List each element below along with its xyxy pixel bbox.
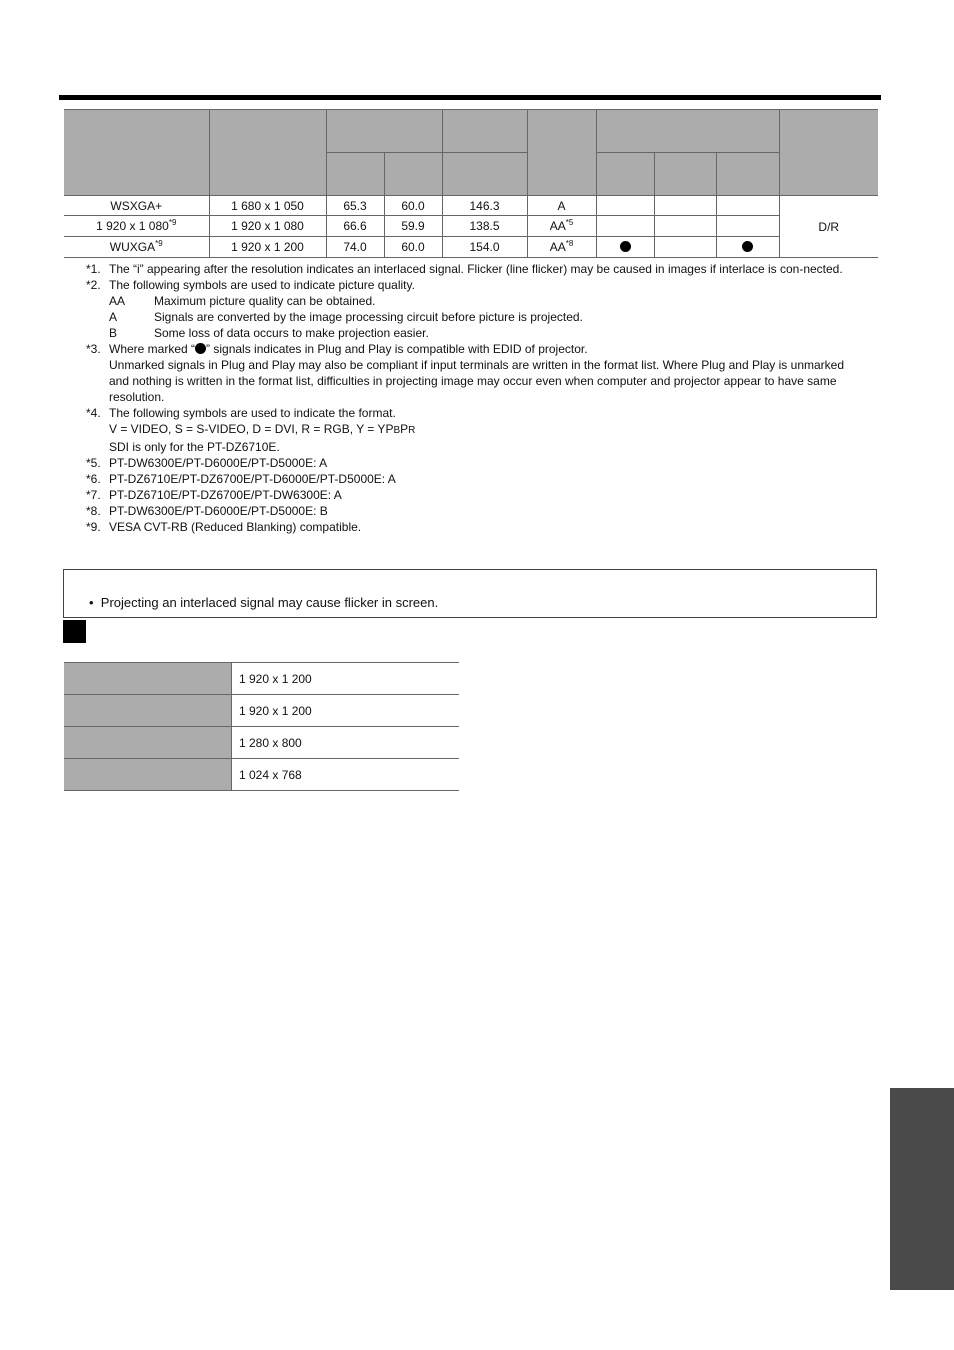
header-cell: [326, 110, 442, 153]
value-cell: 1 920 x 1 200: [232, 663, 460, 695]
header-cell: [442, 153, 527, 196]
pnp-cell: [596, 237, 654, 258]
footnote: *6. PT-DZ6710E/PT-DZ6700E/PT-D6000E/PT-D5000E: A: [86, 472, 396, 486]
note-box: [63, 569, 877, 618]
side-tab: [890, 1088, 954, 1290]
note-item: • Projecting an interlaced signal may cause flicker in screen.: [89, 595, 439, 610]
v-freq-cell: 60.0: [384, 237, 442, 258]
pnp-cell: [596, 196, 654, 216]
table-row: [64, 196, 878, 216]
table-header-row: [64, 110, 878, 153]
h-freq-cell: 74.0: [326, 237, 384, 258]
resolution-cell: 1 920 x 1 080: [209, 216, 326, 237]
pnp-cell: [654, 216, 716, 237]
header-cell: [779, 110, 878, 196]
quality-symbol: B Some loss of data occurs to make projection easier.: [109, 326, 429, 340]
quality-symbol: A Signals are converted by the image processing circuit before picture is projected.: [109, 310, 583, 324]
quality-cell: AA$^{*5}$: [527, 216, 596, 237]
header-cell: [527, 110, 596, 196]
footnote: *7. PT-DZ6710E/PT-DZ6700E/PT-DW6300E: A: [86, 488, 342, 502]
section-marker-square: [63, 620, 86, 643]
footnote: *5. PT-DW6300E/PT-D6000E/PT-D5000E: A: [86, 456, 328, 470]
header-cell: [654, 153, 716, 196]
table-row: [64, 695, 459, 727]
resolution-table: [64, 662, 459, 791]
value-cell: 1 280 x 800: [232, 727, 460, 759]
quality-cell: A: [527, 196, 596, 216]
header-cell: [209, 110, 326, 196]
label-cell: [64, 727, 232, 759]
pnp-cell: [716, 237, 779, 258]
resolution-cell: 1 920 x 1 200: [209, 237, 326, 258]
footnote: *4. The following symbols are used to indicate the format. V = VIDEO, S = S-VIDEO, D = DVI, R = RGB, Y = YPBPR SDI is only for the PT-DZ6710E.: [86, 406, 416, 454]
quality-cell: AA$^{*8}$: [527, 237, 596, 258]
h-freq-cell: 66.6: [326, 216, 384, 237]
table-row: [64, 216, 878, 237]
signal-name: 1 920 x 1 080$^{*9}$: [64, 216, 209, 237]
format-cell: D/R: [779, 196, 878, 258]
footnote: *3. Where marked “ ” signals indicates in Plug and Play is compatible with EDID of projector. Unmarked signals in Plug and Play may also be compliant if input terminals are written in the format list. Where Plug and Play is unmarked and nothing is written in the format list, difficulties in projecting image may occur even when computer and projector appear to have same resolution.: [86, 342, 845, 404]
table-row: [64, 727, 459, 759]
footnotes: [86, 261, 866, 535]
pnp-cell: [654, 237, 716, 258]
header-cell: [64, 110, 209, 196]
filled-circle-icon: [742, 241, 753, 252]
v-freq-cell: 59.9: [384, 216, 442, 237]
pnp-cell: [654, 196, 716, 216]
footnote: *2. The following symbols are used to indicate picture quality. AA Maximum picture quality can be obtained. A Signals are converted by the image processing circuit before picture is projected. B Some loss of data occurs to make projection easier.: [86, 277, 866, 341]
label-cell: [64, 759, 232, 791]
signal-table: [64, 109, 878, 258]
footnote: *9. VESA CVT-RB (Reduced Blanking) compatible.: [86, 520, 362, 534]
footnote: *8. PT-DW6300E/PT-D6000E/PT-D5000E: B: [86, 504, 328, 518]
header-cell: [442, 110, 527, 153]
signal-name: WUXGA$^{*9}$: [64, 237, 209, 258]
pnp-cell: [716, 196, 779, 216]
table-row: [64, 759, 459, 791]
header-cell: [384, 153, 442, 196]
dot-clock-cell: 138.5: [442, 216, 527, 237]
header-cell: [596, 153, 654, 196]
pnp-cell: [716, 216, 779, 237]
filled-circle-icon: [195, 343, 206, 354]
dot-clock-cell: 154.0: [442, 237, 527, 258]
signal-name: WSXGA+: [64, 196, 209, 216]
label-cell: [64, 695, 232, 727]
v-freq-cell: 60.0: [384, 196, 442, 216]
h-freq-cell: 65.3: [326, 196, 384, 216]
table-row: [64, 663, 459, 695]
footnote: *1. The “i” appearing after the resolution indicates an interlaced signal. Flicker (line flicker) may be caused in images if interlace is con-nected.: [86, 262, 843, 276]
resolution-cell: 1 680 x 1 050: [209, 196, 326, 216]
table-row: [64, 237, 878, 258]
dot-clock-cell: 146.3: [442, 196, 527, 216]
header-cell: [716, 153, 779, 196]
filled-circle-icon: [620, 241, 631, 252]
quality-symbol: AA Maximum picture quality can be obtained.: [109, 294, 376, 308]
top-rule: [59, 95, 881, 100]
pnp-cell: [596, 216, 654, 237]
value-cell: 1 024 x 768: [232, 759, 460, 791]
header-cell: [596, 110, 779, 153]
value-cell: 1 920 x 1 200: [232, 695, 460, 727]
header-cell: [326, 153, 384, 196]
label-cell: [64, 663, 232, 695]
